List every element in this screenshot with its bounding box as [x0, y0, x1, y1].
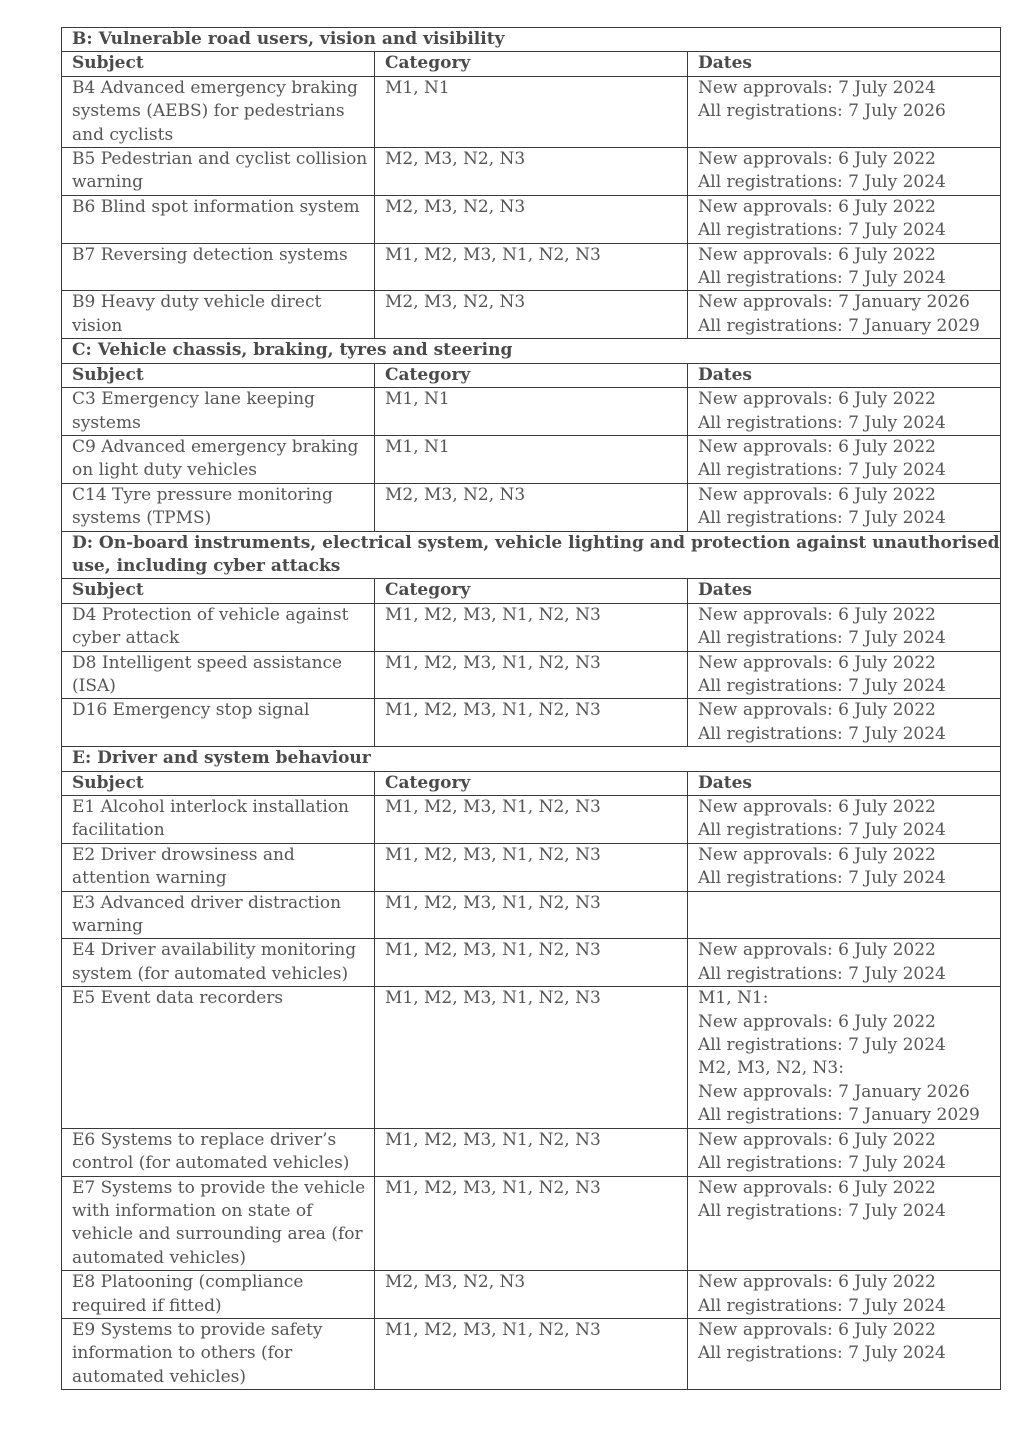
date-line: New approvals: 6 July 2022 — [698, 1272, 936, 1293]
date-line: All registrations: 7 July 2024 — [698, 868, 946, 889]
date-line: New approvals: 6 July 2022 — [698, 652, 936, 673]
subject-cell: B7 Reversing detection systems — [62, 243, 375, 291]
column-header-row — [62, 52, 1001, 76]
date-line: All registrations: 7 July 2024 — [698, 268, 946, 289]
dates-cell — [688, 843, 1001, 891]
date-line: All registrations: 7 July 2024 — [698, 412, 946, 433]
subject-cell: C9 Advanced emergency braking on light duty vehicles — [62, 435, 375, 483]
subject-cell: E7 Systems to provide the vehicle with information on state of vehicle and surrounding area (for automated vehicles) — [62, 1176, 375, 1271]
date-line: New approvals: 7 July 2024 — [698, 77, 936, 98]
dates-cell — [688, 76, 1001, 147]
date-line: All registrations: 7 July 2024 — [698, 963, 946, 984]
dates-cell — [688, 796, 1001, 844]
date-line: All registrations: 7 July 2024 — [698, 1035, 946, 1056]
category-cell: M1, M2, M3, N1, N2, N3 — [375, 603, 688, 651]
date-line: New approvals: 6 July 2022 — [698, 844, 936, 865]
date-line: All registrations: 7 July 2024 — [698, 172, 946, 193]
category-cell: M1, M2, M3, N1, N2, N3 — [375, 651, 688, 699]
column-header-dates: Dates — [688, 579, 1001, 603]
category-cell: M1, M2, M3, N1, N2, N3 — [375, 1176, 688, 1271]
date-line: All registrations: 7 July 2024 — [698, 1343, 946, 1364]
category-cell: M2, M3, N2, N3 — [375, 483, 688, 531]
subject-cell: E9 Systems to provide safety information to others (for automated vehicles) — [62, 1318, 375, 1389]
dates-cell — [688, 1271, 1001, 1319]
subject-cell: C14 Tyre pressure monitoring systems (TPMS) — [62, 483, 375, 531]
section-row — [62, 28, 1001, 52]
table-row — [62, 243, 1001, 291]
table-row — [62, 195, 1001, 243]
date-line: New approvals: 6 July 2022 — [698, 389, 936, 410]
column-header-category: Category — [375, 363, 688, 387]
column-header-dates: Dates — [688, 771, 1001, 795]
subject-cell: B9 Heavy duty vehicle direct vision — [62, 291, 375, 339]
section-row — [62, 339, 1001, 363]
column-header-row — [62, 579, 1001, 603]
table-row — [62, 76, 1001, 147]
category-cell: M2, M3, N2, N3 — [375, 148, 688, 196]
category-cell: M1, M2, M3, N1, N2, N3 — [375, 796, 688, 844]
column-header-dates: Dates — [688, 363, 1001, 387]
dates-cell — [688, 1176, 1001, 1271]
table-row — [62, 1318, 1001, 1389]
section-title: D: On-board instruments, electrical system, vehicle lighting and protection against unauthorised use, including cyber attacks — [62, 531, 1001, 579]
subject-cell: C3 Emergency lane keeping systems — [62, 388, 375, 436]
requirements-table — [61, 27, 1001, 1390]
table-row — [62, 651, 1001, 699]
date-line: All registrations: 7 July 2024 — [698, 220, 946, 241]
date-line: New approvals: 6 July 2022 — [698, 149, 936, 170]
column-header-dates: Dates — [688, 52, 1001, 76]
dates-cell — [688, 435, 1001, 483]
dates-cell — [688, 148, 1001, 196]
section-title: E: Driver and system behaviour — [62, 747, 1001, 771]
date-line: All registrations: 7 July 2024 — [698, 628, 946, 649]
table-row — [62, 148, 1001, 196]
dates-cell — [688, 939, 1001, 987]
column-header-row — [62, 363, 1001, 387]
date-line: All registrations: 7 January 2029 — [698, 1105, 980, 1126]
category-cell: M1, N1 — [375, 76, 688, 147]
category-cell: M1, M2, M3, N1, N2, N3 — [375, 1318, 688, 1389]
table-row — [62, 1176, 1001, 1271]
date-line: New approvals: 6 July 2022 — [698, 797, 936, 817]
subject-cell: B5 Pedestrian and cyclist collision warning — [62, 148, 375, 196]
table-row — [62, 388, 1001, 436]
category-cell: M1, N1 — [375, 388, 688, 436]
category-cell: M1, M2, M3, N1, N2, N3 — [375, 891, 688, 939]
subject-cell: E5 Event data recorders — [62, 987, 375, 1128]
date-line: M1, N1: — [698, 988, 769, 1009]
category-cell: M1, M2, M3, N1, N2, N3 — [375, 987, 688, 1128]
subject-cell: B6 Blind spot information system — [62, 195, 375, 243]
dates-cell — [688, 483, 1001, 531]
date-line: New approvals: 6 July 2022 — [698, 484, 936, 505]
table-row — [62, 1271, 1001, 1319]
date-line: All registrations: 7 January 2029 — [698, 315, 980, 336]
table-row — [62, 435, 1001, 483]
date-line: New approvals: 6 July 2022 — [698, 604, 936, 625]
dates-cell — [688, 195, 1001, 243]
date-line: All registrations: 7 July 2024 — [698, 460, 946, 481]
dates-cell — [688, 603, 1001, 651]
subject-cell: D16 Emergency stop signal — [62, 699, 375, 747]
column-header-row — [62, 771, 1001, 795]
dates-cell — [688, 243, 1001, 291]
date-line: New approvals: 6 July 2022 — [698, 196, 936, 217]
subject-cell: B4 Advanced emergency braking systems (AEBS) for pedestrians and cyclists — [62, 76, 375, 147]
date-line: New approvals: 6 July 2022 — [698, 244, 936, 265]
date-line: New approvals: 6 July 2022 — [698, 940, 936, 961]
subject-cell: E2 Driver drowsiness and attention warning — [62, 843, 375, 891]
subject-cell: D4 Protection of vehicle against cyber attack — [62, 603, 375, 651]
category-cell: M2, M3, N2, N3 — [375, 195, 688, 243]
table-row — [62, 483, 1001, 531]
section-title: C: Vehicle chassis, braking, tyres and steering — [62, 339, 1001, 363]
date-line: All registrations: 7 July 2024 — [698, 1295, 946, 1316]
date-line: New approvals: 6 July 2022 — [698, 700, 936, 721]
date-line: All registrations: 7 July 2024 — [698, 675, 946, 696]
dates-cell — [688, 699, 1001, 747]
dates-cell — [688, 291, 1001, 339]
subject-cell: E8 Platooning (compliance required if fitted) — [62, 1271, 375, 1319]
table-row — [62, 987, 1001, 1128]
dates-cell — [688, 388, 1001, 436]
category-cell: M1, M2, M3, N1, N2, N3 — [375, 1128, 688, 1176]
subject-cell: D8 Intelligent speed assistance (ISA) — [62, 651, 375, 699]
category-cell: M1, N1 — [375, 435, 688, 483]
section-row — [62, 531, 1001, 579]
date-line: M2, M3, N2, N3: — [698, 1058, 844, 1079]
date-line: New approvals: 6 July 2022 — [698, 1319, 936, 1340]
date-line: New approvals: 7 January 2026 — [698, 1081, 970, 1102]
dates-cell — [688, 1128, 1001, 1176]
column-header-category: Category — [375, 771, 688, 795]
table-row — [62, 699, 1001, 747]
date-line: All registrations: 7 July 2024 — [698, 1200, 946, 1221]
subject-cell: E3 Advanced driver distraction warning — [62, 891, 375, 939]
requirements-table-body — [62, 28, 1001, 1390]
column-header-subject: Subject — [62, 52, 375, 76]
table-row — [62, 603, 1001, 651]
column-header-category: Category — [375, 579, 688, 603]
column-header-subject: Subject — [62, 579, 375, 603]
date-line: All registrations: 7 July 2026 — [698, 101, 946, 122]
table-row — [62, 843, 1001, 891]
table-row — [62, 939, 1001, 987]
subject-cell: E1 Alcohol interlock installation facilitation — [62, 796, 375, 844]
table-row — [62, 291, 1001, 339]
section-title: B: Vulnerable road users, vision and visibility — [62, 28, 1001, 52]
date-line: New approvals: 6 July 2022 — [698, 1129, 936, 1150]
column-header-subject: Subject — [62, 363, 375, 387]
dates-cell — [688, 1318, 1001, 1389]
date-line: New approvals: 7 January 2026 — [698, 292, 970, 313]
date-line: All registrations: 7 July 2024 — [698, 1153, 946, 1174]
date-line: All registrations: 7 July 2024 — [698, 820, 946, 841]
date-line: All registrations: 7 July 2024 — [698, 508, 946, 529]
category-cell: M2, M3, N2, N3 — [375, 1271, 688, 1319]
category-cell: M1, M2, M3, N1, N2, N3 — [375, 699, 688, 747]
date-line: New approvals: 6 July 2022 — [698, 1011, 936, 1032]
category-cell: M1, M2, M3, N1, N2, N3 — [375, 843, 688, 891]
date-line: All registrations: 7 July 2024 — [698, 723, 946, 744]
date-line: New approvals: 6 July 2022 — [698, 1177, 936, 1198]
subject-cell: E6 Systems to replace driver’s control (for automated vehicles) — [62, 1128, 375, 1176]
section-row — [62, 747, 1001, 771]
dates-cell — [688, 987, 1001, 1128]
subject-cell: E4 Driver availability monitoring system (for automated vehicles) — [62, 939, 375, 987]
date-line: New approvals: 6 July 2022 — [698, 436, 936, 457]
table-row — [62, 891, 1001, 939]
table-row — [62, 796, 1001, 844]
dates-cell — [688, 891, 1001, 939]
column-header-category: Category — [375, 52, 688, 76]
column-header-subject: Subject — [62, 771, 375, 795]
category-cell: M1, M2, M3, N1, N2, N3 — [375, 939, 688, 987]
dates-cell — [688, 651, 1001, 699]
category-cell: M2, M3, N2, N3 — [375, 291, 688, 339]
table-row — [62, 1128, 1001, 1176]
category-cell: M1, M2, M3, N1, N2, N3 — [375, 243, 688, 291]
